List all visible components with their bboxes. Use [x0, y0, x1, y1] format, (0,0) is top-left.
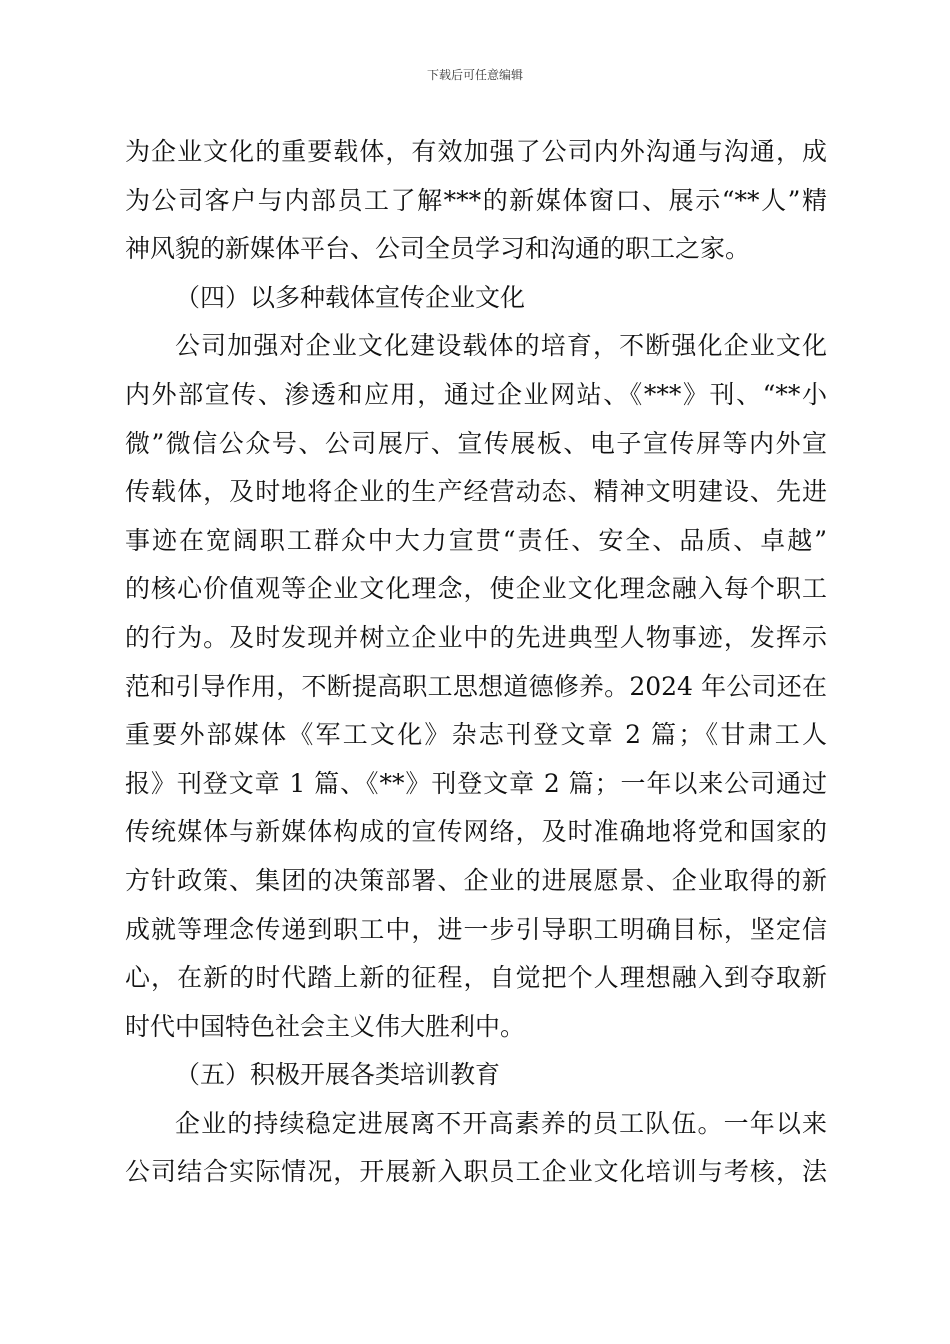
text-line: 企业的持续稳定进展离不开高素养的员工队伍。一年以来 [175, 1108, 827, 1138]
text-line: 传统媒体与新媒体构成的宣传网络，及时准确地将党和国家的 [125, 817, 827, 847]
text-line: 公司加强对企业文化建设载体的培育，不断强化企业文化 [175, 331, 827, 361]
page-header-note: 下载后可任意编辑 [426, 68, 523, 82]
text-line: 事迹在宽阔职工群众中大力宣贯“责任、安全、品质、卓越” [125, 525, 827, 555]
text-line: 的行为。及时发现并树立企业中的先进典型人物事迹，发挥示 [125, 622, 827, 652]
text-line: 的核心价值观等企业文化理念，使企业文化理念融入每个职工 [125, 574, 827, 604]
document-body [125, 128, 827, 1197]
text-line: 神风貌的新媒体平台、公司全员学习和沟通的职工之家。 [125, 234, 751, 264]
text-line: 为企业文化的重要载体，有效加强了公司内外沟通与沟通，成 [125, 137, 827, 166]
text-line: 范和引导作用，不断提高职工思想道德修养。2024 年公司还在 [125, 671, 827, 701]
text-line: 时代中国特色社会主义伟大胜利中。 [125, 1011, 526, 1041]
text-line: 心，在新的时代踏上新的征程，自觉把个人理想融入到夺取新 [125, 963, 827, 993]
text-line: 重要外部媒体《军工文化》杂志刊登文章 2 篇；《甘肃工人 [125, 720, 827, 750]
text-line: 成就等理念传递到职工中，进一步引导职工明确目标，坚定信 [125, 914, 827, 944]
text-line: 方针政策、集团的决策部署、企业的进展愿景、企业取得的新 [125, 865, 827, 895]
text-line: 报》刊登文章 1 篇、《**》刊登文章 2 篇；一年以来公司通过 [125, 768, 827, 798]
text-line: 微”微信公众号、公司展厅、宣传展板、电子宣传屏等内外宣 [125, 428, 827, 458]
section-heading: （五）积极开展各类培训教育 [175, 1060, 501, 1090]
text-line: 传载体，及时地将企业的生产经营动态、精神文明建设、先进 [125, 477, 827, 507]
text-line: 内外部宣传、渗透和应用，通过企业网站、《***》刊、“**小 [125, 379, 827, 409]
text-line: 为公司客户与内部员工了解***的新媒体窗口、展示“**人”精 [125, 185, 827, 215]
section-heading: （四）以多种载体宣传企业文化 [175, 282, 526, 312]
text-line: 公司结合实际情况，开展新入职员工企业文化培训与考核，法 [125, 1157, 827, 1187]
